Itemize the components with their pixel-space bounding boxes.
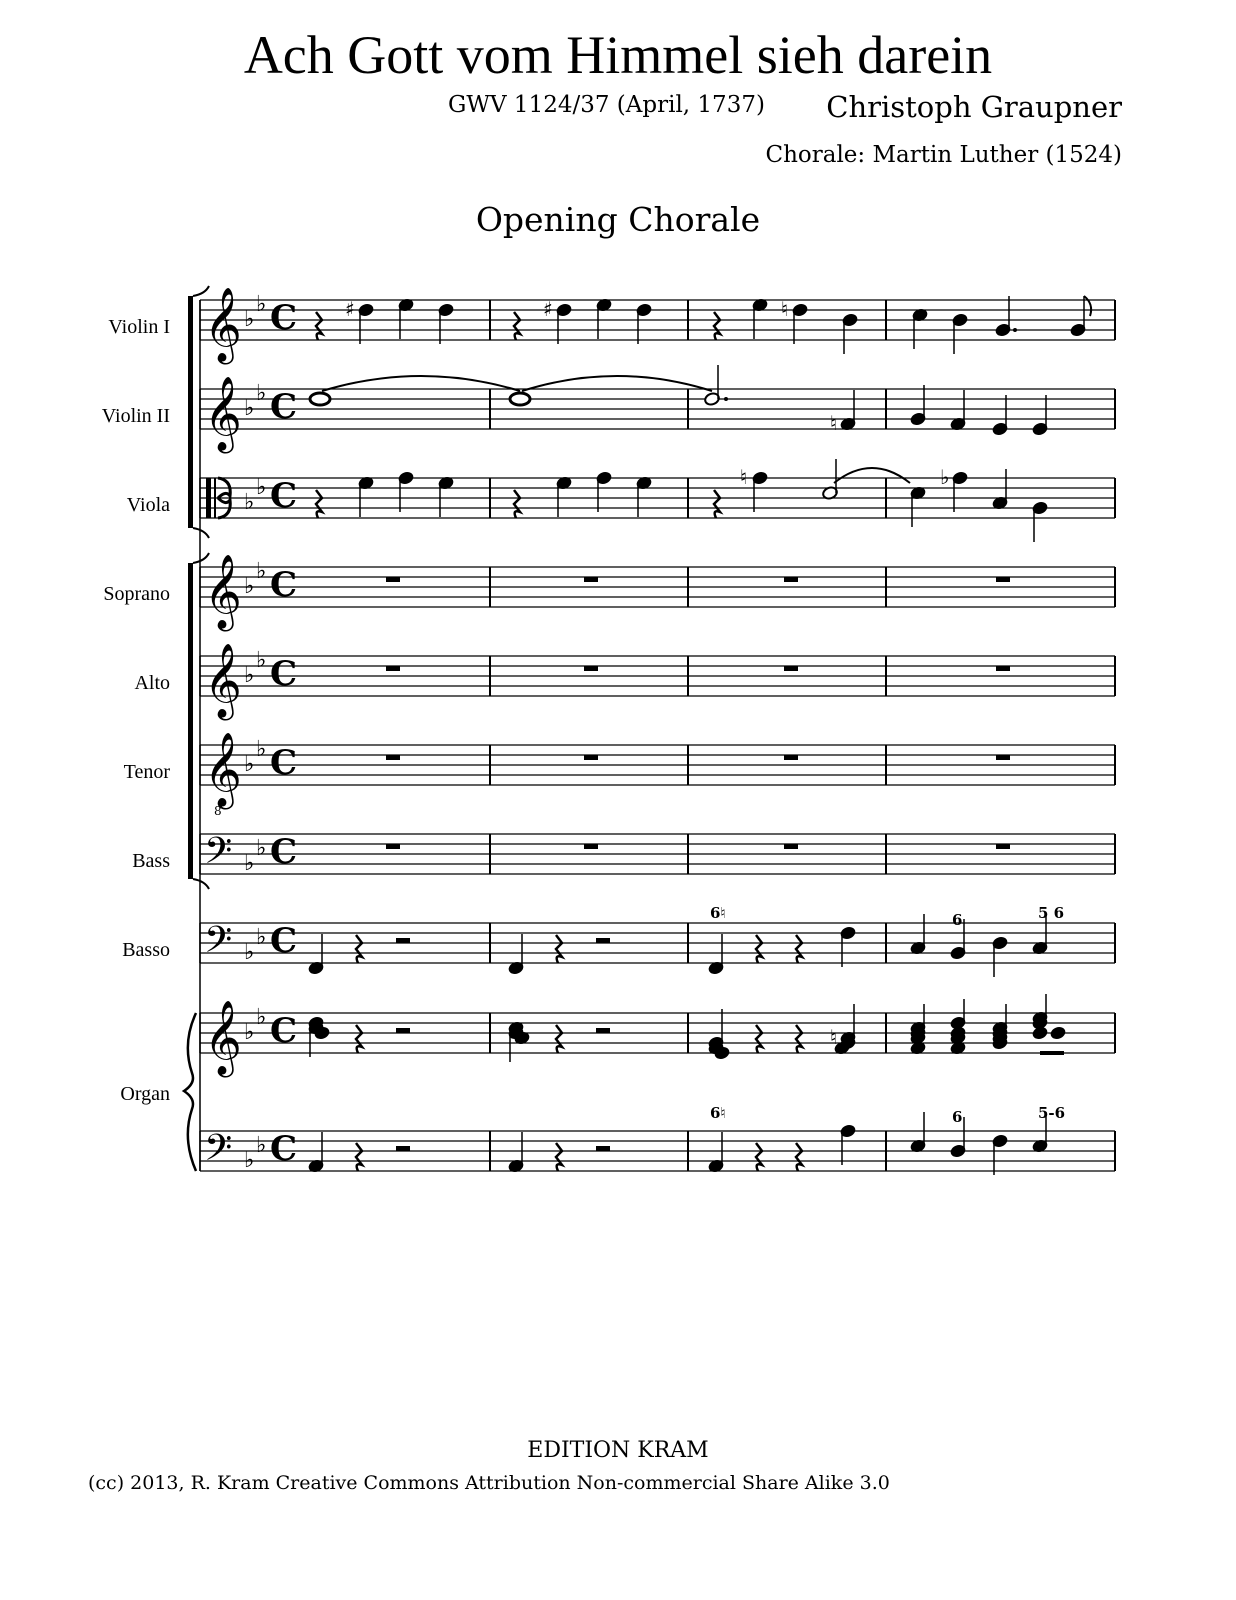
treble-clef-icon: 𝄞 [204,644,242,718]
quarter-rest-icon [796,1025,802,1053]
bass-clef-icon: 𝄢 [204,830,233,881]
flat-icon: ♭ [244,851,255,876]
quarter-rest-icon [756,935,762,963]
flat-icon: ♭ [244,574,255,599]
beam [1040,1051,1064,1055]
part-label-violin-2: Violin II [101,405,170,427]
half-rest-icon [596,938,610,943]
quarter-rest-icon [316,312,322,340]
figure-organ-2: 6 [952,1108,963,1126]
half-rest-icon [396,1146,410,1151]
flat-icon: ♭ [256,381,267,406]
chorale-credit: Chorale: Martin Luther (1524) [765,142,1122,168]
treble-clef-icon: 𝄞 [204,288,242,362]
whole-rest-icon [386,666,400,671]
whole-rest-icon [386,844,400,849]
common-time-icon: C [270,298,298,338]
tie [834,468,910,483]
flat-icon: ♭ [244,307,255,332]
whole-rest-icon [784,844,798,849]
composer-name: Christoph Graupner [826,90,1122,124]
quarter-rest-icon [714,312,720,340]
notehead [1050,1026,1067,1041]
alto-clef-icon [214,478,216,518]
dot [724,397,728,401]
whole-rest-icon [996,755,1010,760]
whole-note [310,393,330,405]
natural-icon: ♮ [781,297,789,321]
half-rest-icon [596,1146,610,1151]
bracket-voices [188,563,193,879]
bass-clef-icon: 𝄢 [204,919,233,970]
figure-basso-1: 6♮ [710,904,726,922]
whole-rest-icon [584,666,598,671]
quarter-rest-icon [556,935,562,963]
quarter-rest-icon [556,1143,562,1171]
flat-icon: ♭ [256,1133,267,1158]
quarter-rest-icon [356,1143,362,1171]
flat-icon: ♭ [244,940,255,965]
flat-icon: ♭ [244,752,255,777]
flat-icon: ♭ [256,1005,267,1030]
whole-rest-icon [996,577,1010,582]
part-label-organ: Organ [120,1083,170,1105]
quarter-rest-icon [514,490,520,518]
common-time-icon: C [270,921,298,961]
whole-rest-icon [584,577,598,582]
figure-basso-3: 5 6 [1038,904,1065,922]
common-time-icon: C [270,565,298,605]
whole-rest-icon [996,844,1010,849]
natural-icon: ♮ [830,411,838,435]
staff-system [184,286,1115,1178]
flat-icon: ♭ [256,737,267,762]
whole-rest-icon [584,844,598,849]
half-rest-icon [396,938,410,943]
flat-icon: ♭ [940,465,950,489]
quarter-rest-icon [356,1025,362,1053]
quarter-rest-icon [356,935,362,963]
half-rest-icon [596,1028,610,1033]
whole-rest-icon [996,666,1010,671]
quarter-rest-icon [796,935,802,963]
quarter-rest-icon [514,312,520,340]
common-time-icon: C [270,654,298,694]
common-time-icon: C [270,743,298,783]
flat-icon: ♭ [244,1148,255,1173]
figure-organ-3: 5-6 [1038,1104,1066,1122]
natural-icon: ♮ [740,465,748,489]
quarter-rest-icon [714,490,720,518]
part-label-tenor: Tenor [123,761,170,783]
dot [1013,328,1017,332]
figure-basso-2: 6 [952,911,963,929]
whole-rest-icon [784,755,798,760]
bracket-strings [188,296,193,528]
common-time-icon: C [270,476,298,516]
common-time-icon: C [270,1011,298,1051]
flat-icon: ♭ [244,1020,255,1045]
whole-rest-icon [784,666,798,671]
part-label-viola: Viola [126,494,170,516]
notehead [1032,1026,1049,1041]
flat-icon: ♭ [244,396,255,421]
part-label-alto: Alto [134,672,170,694]
figured-bass [710,904,1065,1126]
catalog-number: GWV 1124/37 (April, 1737) [448,92,765,118]
figure-organ-1: 6♮ [710,1104,726,1122]
quarter-rest-icon [556,1025,562,1053]
whole-rest-icon [386,577,400,582]
sharp-icon: ♯ [543,297,553,321]
quarter-rest-icon [756,1025,762,1053]
organ-brace [184,1013,196,1171]
whole-rest-icon [584,755,598,760]
flat-icon: ♭ [256,648,267,673]
edition-name: EDITION KRAM [527,1438,709,1463]
common-time-icon: C [270,1129,298,1169]
treble-clef-icon: 𝄞 [204,733,242,807]
copyright-notice: (cc) 2013, R. Kram Creative Commons Attribution Non-commercial Share Alike 3.0 [88,1472,890,1494]
quarter-rest-icon [756,1143,762,1171]
flat-icon: ♭ [244,490,255,515]
part-label-violin-1: Violin I [108,316,170,338]
treble-clef-icon: 𝄞 [204,1001,242,1075]
bracket-strings [193,528,209,538]
part-label-basso: Basso [122,939,170,961]
score-title: Ach Gott vom Himmel sieh darein [243,25,993,85]
whole-rest-icon [386,755,400,760]
treble-clef-icon: 𝄞 [204,555,242,629]
flat-icon: ♭ [256,925,267,950]
flat-icon: ♭ [256,292,267,317]
sharp-icon: ♯ [345,297,355,321]
flat-icon: ♭ [256,836,267,861]
treble-clef-icon: 𝄞 [204,377,242,451]
quarter-rest-icon [316,490,322,518]
whole-note [510,393,530,405]
flat-icon: ♭ [256,475,267,500]
flat-icon: ♭ [244,663,255,688]
octave-mark: 8 [214,804,222,818]
common-time-icon: C [270,832,298,872]
quarter-rest-icon [796,1143,802,1171]
half-rest-icon [396,1028,410,1033]
natural-icon: ♮ [830,1025,838,1049]
flag [1084,296,1091,316]
alto-clef-icon [206,478,211,518]
flat-icon: ♭ [256,559,267,584]
section-title: Opening Chorale [475,200,761,239]
common-time-icon: C [270,387,298,427]
whole-rest-icon [784,577,798,582]
bass-clef-icon: 𝄢 [204,1127,233,1178]
part-label-soprano: Soprano [103,583,170,605]
part-label-bass: Bass [132,850,170,872]
